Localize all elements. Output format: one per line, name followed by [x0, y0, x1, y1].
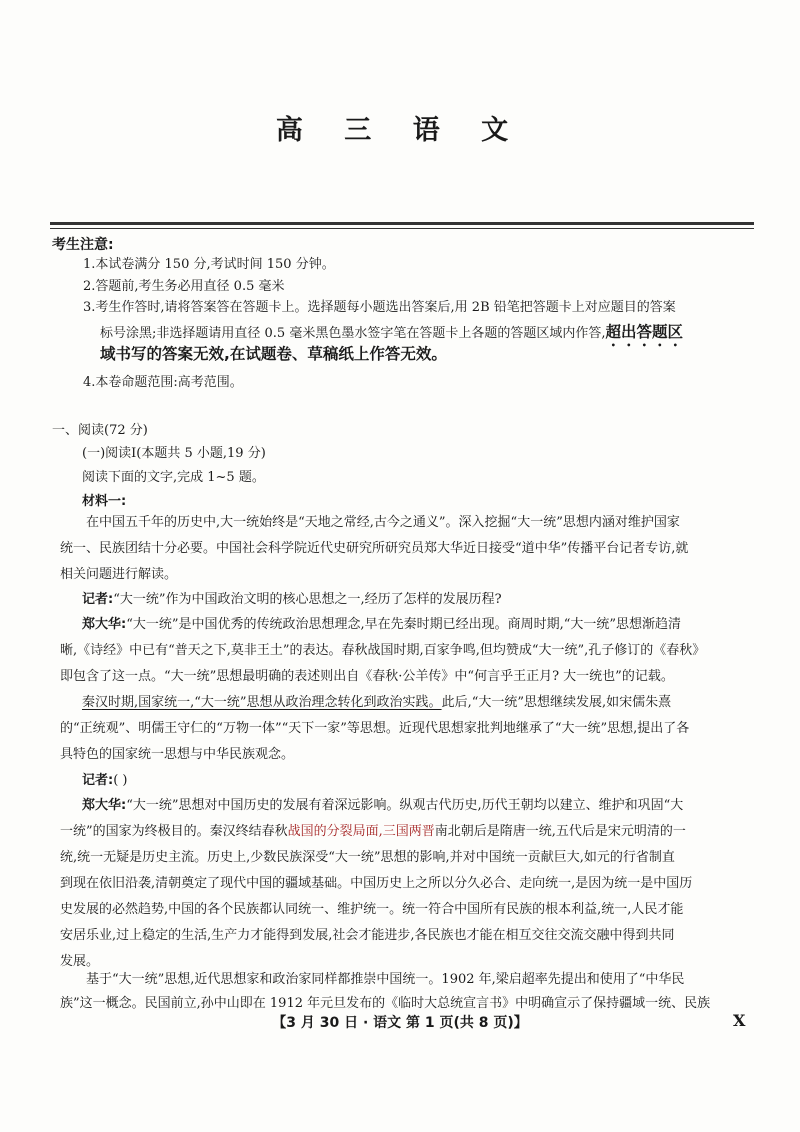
answer-2-line-3: 统,统一无疑是历史主流。历史上,少数民族深受“大一统”思想的影响,并对中国统一贡献巨大,如元的行省制直: [60, 850, 675, 865]
paragraph-1-line-2: 统一、民族团结十分必要。中国社会科学院近代史研究所研究员郑大华近日接受“道中华”传播平台记者专访,就: [60, 541, 689, 556]
page-title: 高 三 语 文: [275, 115, 525, 146]
section-subheading: (一)阅读Ⅰ(本题共 5 小题,19 分): [82, 446, 266, 461]
answer-2-line-7: 发展。: [60, 954, 100, 969]
notice-heading: 考生注意:: [52, 237, 114, 253]
answer-1-text: “大一统”是中国优秀的传统政治思想理念,早在先秦时期已经出现。商周时期,“大一统”思想渐趋清: [126, 617, 682, 632]
notice-item-3-line-3: 域书写的答案无效,在试题卷、草稿纸上作答无效。: [100, 345, 447, 363]
underlined-sentence: 秦汉时期,国家统一,“大一统”思想从政治理念转化到政治实践。: [82, 695, 442, 710]
answer-1-line-5: 的“正统观”、明儒王守仁的“万物一体”“天下一家”等思想。近现代思想家批判地继承了“大一统”思想,提出了各: [60, 721, 690, 736]
paragraph-last-line-1: 基于“大一统”思想,近代思想家和政治家同样都推崇中国统一。1902 年,梁启超率先提出和使用了“中华民: [86, 972, 685, 987]
footer-code: X: [733, 1011, 746, 1030]
notice-item-3-text: 标号涂黑;非选择题请用直径 0.5 毫米黑色墨水签字笔在答题卡上各题的答题区域内作答,: [100, 326, 606, 341]
paragraph-1-line-1: 在中国五千年的历史中,大一统始终是“天地之常经,古今之通义”。深入挖掘“大一统”思想内涵对维护国家: [86, 515, 680, 530]
notice-item-3-emphasis: 超出答题区: [605, 323, 683, 341]
notice-item-2: 2.答题前,考生务必用直径 0.5 毫米: [83, 279, 285, 294]
interviewer-label: 记者:: [82, 773, 114, 788]
material-label: 材料一:: [82, 494, 127, 509]
section-instruction: 阅读下面的文字,完成 1~5 题。: [82, 470, 265, 485]
page-footer: 【3 月 30 日 · 语文 第 1 页(共 8 页)】: [272, 1015, 528, 1031]
answer-2-line-1: [60, 793, 772, 819]
question-2-blank: ( ): [113, 773, 128, 788]
notice-item-4: 4.本卷命题范围:高考范围。: [83, 375, 243, 390]
paragraph-last-line-2: 族”这一概念。民国前立,孙中山即在 1912 年元旦发布的《临时大总统宣言书》中明确宣示了保持疆域一统、民族: [60, 996, 711, 1011]
interviewee-label: 郑大华:: [82, 617, 127, 632]
interviewee-label: 郑大华:: [82, 798, 127, 813]
paragraph-1-line-3: 相关问题进行解读。: [60, 567, 178, 582]
notice-item-1: 1.本试卷满分 150 分,考试时间 150 分钟。: [83, 257, 335, 272]
answer-2-red-annotation: 战国的分裂局面,三国两晋: [287, 824, 435, 839]
answer-2-line-2-end: 南北朝后是隋唐一统,五代后是宋元明清的一: [434, 824, 686, 839]
question-1: [60, 587, 772, 613]
answer-2-line-2: [60, 819, 750, 845]
header-rule-thin: [50, 228, 754, 229]
answer-2-line-6: 安居乐业,过上稳定的生活,生产力才能得到发展,社会才能进步,各民族也才能在相互交往交流交融中得到共同: [60, 928, 675, 943]
answer-1-line-2: 晰,《诗经》中已有“普天之下,莫非王土”的表达。春秋战国时期,百家争鸣,但均赞成“大一统”,孔子修订的《春秋》: [60, 643, 706, 658]
answer-2-line-2-start: 一统”的国家为终极目的。秦汉终结春秋: [60, 824, 288, 839]
interviewer-label: 记者:: [82, 592, 114, 607]
header-rule-thick: [50, 222, 754, 225]
answer-1-line-4: [60, 690, 772, 716]
notice-item-3-line-1: 3.考生作答时,请将答案答在答题卡上。选择题每小题选出答案后,用 2B 铅笔把答题卡上对应题目的答案: [83, 300, 676, 315]
answer-1-line-4-rest: 此后,“大一统”思想继续发展,如宋儒朱熹: [441, 695, 672, 710]
answer-1-line-6: 具特色的国家统一思想与中华民族观念。: [60, 747, 295, 762]
answer-2-line-4: 到现在依旧沿袭,清朝奠定了现代中国的疆域基础。中国历史上之所以分久必合、走向统一,是因为统一是中国历: [60, 876, 693, 891]
answer-2-text: “大一统”思想对中国历史的发展有着深远影响。纵观古代历史,历代王朝均以建立、维护和巩固“大: [126, 798, 684, 813]
answer-1-line-1: [60, 612, 772, 638]
question-2: [60, 768, 772, 794]
answer-2-line-5: 史发展的必然趋势,中国的各个民族都认同统一、维护统一。统一符合中国所有民族的根本利益,统一,人民才能: [60, 902, 684, 917]
section-heading: 一、阅读(72 分): [52, 423, 148, 438]
answer-1-line-3: 即包含了这一点。“大一统”思想最明确的表述则出自《春秋·公羊传》中“何言乎王正月? 大一统也”的记载。: [60, 669, 674, 684]
question-1-text: “大一统”作为中国政治文明的核心思想之一,经历了怎样的发展历程?: [113, 592, 502, 607]
